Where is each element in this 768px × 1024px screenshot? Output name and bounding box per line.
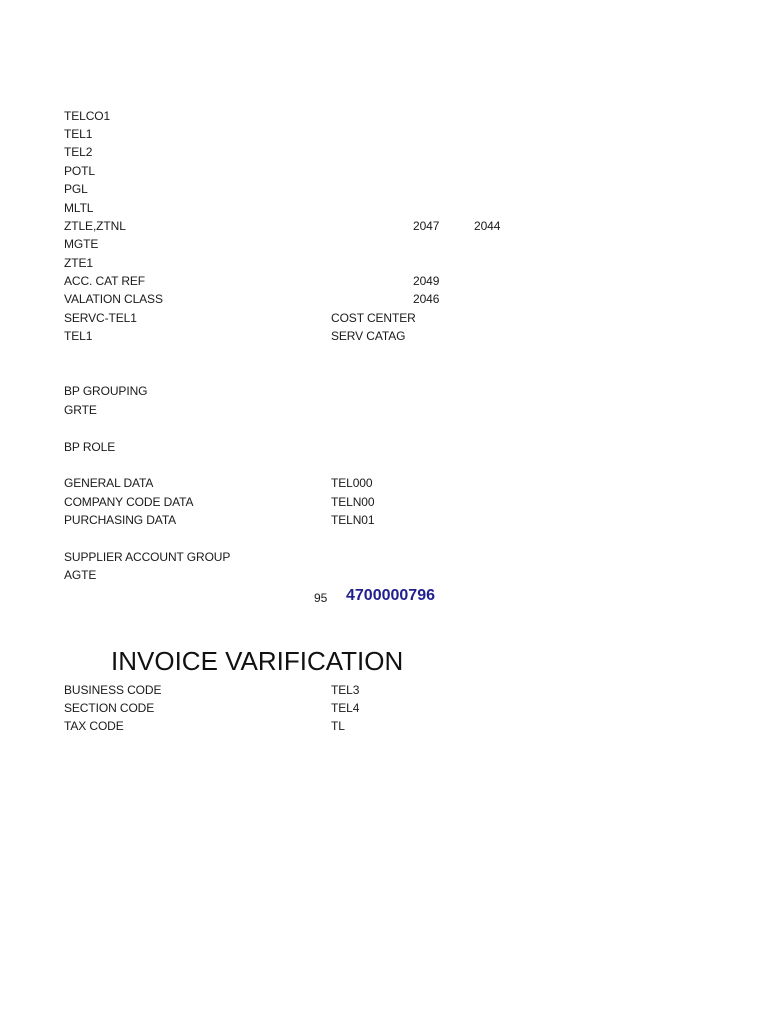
company-code-data-label: COMPANY CODE DATA [64, 495, 194, 509]
purchasing-data-label: PURCHASING DATA [64, 513, 177, 527]
item-tel1-second: TEL1 [64, 329, 93, 343]
general-data-value: TEL000 [331, 476, 373, 490]
value-2047: 2047 [413, 219, 440, 233]
value-2046: 2046 [413, 292, 440, 306]
item-valation-class: VALATION CLASS [64, 292, 163, 306]
value-2049: 2049 [413, 274, 440, 288]
tax-code-value: TL [331, 719, 345, 733]
general-data-label: GENERAL DATA [64, 476, 154, 490]
invoice-heading: INVOICE VARIFICATION [111, 646, 404, 676]
supplier-account-group-value: AGTE [64, 568, 97, 582]
item-mgte: MGTE [64, 237, 99, 251]
supplier-account-group-label: SUPPLIER ACCOUNT GROUP [64, 550, 231, 564]
tax-code-label: TAX CODE [64, 719, 124, 733]
business-code-value: TEL3 [331, 683, 360, 697]
purchasing-data-value: TELN01 [331, 513, 375, 527]
item-tel2: TEL2 [64, 145, 93, 159]
item-mltl: MLTL [64, 201, 94, 215]
section-code-value: TEL4 [331, 701, 360, 715]
item-zte1: ZTE1 [64, 256, 93, 270]
item-acc-cat-ref: ACC. CAT REF [64, 274, 146, 288]
company-code-data-value: TELN00 [331, 495, 375, 509]
item-ztle-ztnl: ZTLE,ZTNL [64, 219, 126, 233]
item-tel1: TEL1 [64, 127, 93, 141]
bp-grouping-label: BP GROUPING [64, 384, 148, 398]
label-cost-center: COST CENTER [331, 311, 416, 325]
document-number: 4700000796 [346, 587, 435, 604]
value-2044: 2044 [474, 219, 501, 233]
business-code-label: BUSINESS CODE [64, 683, 162, 697]
item-pgl: PGL [64, 182, 88, 196]
bp-role-label: BP ROLE [64, 440, 116, 454]
small-number: 95 [314, 591, 328, 605]
item-servc-tel1: SERVC-TEL1 [64, 311, 137, 325]
item-potl: POTL [64, 164, 95, 178]
section-code-label: SECTION CODE [64, 701, 155, 715]
bp-grouping-value: GRTE [64, 403, 97, 417]
item-telco1: TELCO1 [64, 109, 111, 123]
label-serv-catag: SERV CATAG [331, 329, 406, 343]
